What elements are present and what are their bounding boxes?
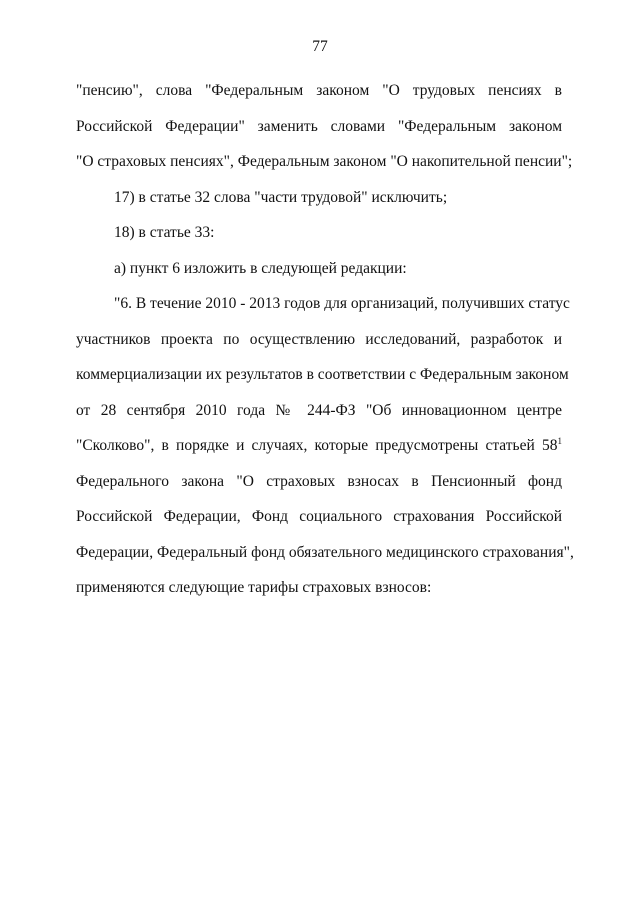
text-line: Российской Федерации, Фонд социального страхования Российской [76,508,562,525]
text-line: 17) в статье 32 слова "части трудовой" исключить; [114,188,448,206]
footnote-superscript: 1 [557,435,562,446]
text-line: Федерации, Федеральный фонд обязательного медицинского страхования", [76,543,574,561]
text-line: "О страховых пенсиях", Федеральным законом "О накопительной пенсии"; [76,153,573,170]
text-line: от 28 сентября 2010 года № 244-ФЗ "Об инновационном центре [76,401,562,419]
text-line: "пенсию", слова "Федеральным законом "О трудовых пенсиях в [76,82,562,99]
document-body [76,73,574,606]
text-line-main: "Сколково", в порядке и случаях, которые предусмотрены статьей 58 [76,437,558,454]
text-line: 18) в статье 33: [114,224,215,241]
page-number: 77 [312,38,328,55]
text-line: "6. В течение 2010 - 2013 годов для организаций, получивших статус [114,295,570,312]
text-line: Федерального закона "О страховых взносах в Пенсионный фонд [76,472,562,490]
text-line: а) пункт 6 изложить в следующей редакции: [114,259,407,277]
text-line: участников проекта по осуществлению исследований, разработок и [76,330,562,348]
text-line: применяются следующие тарифы страховых взносов: [76,579,432,596]
text-line: коммерциализации их результатов в соответствии с Федеральным законом [76,366,569,383]
text-line-with-superscript [76,428,562,464]
text-line: Российской Федерации" заменить словами "Федеральным законом [76,117,562,135]
